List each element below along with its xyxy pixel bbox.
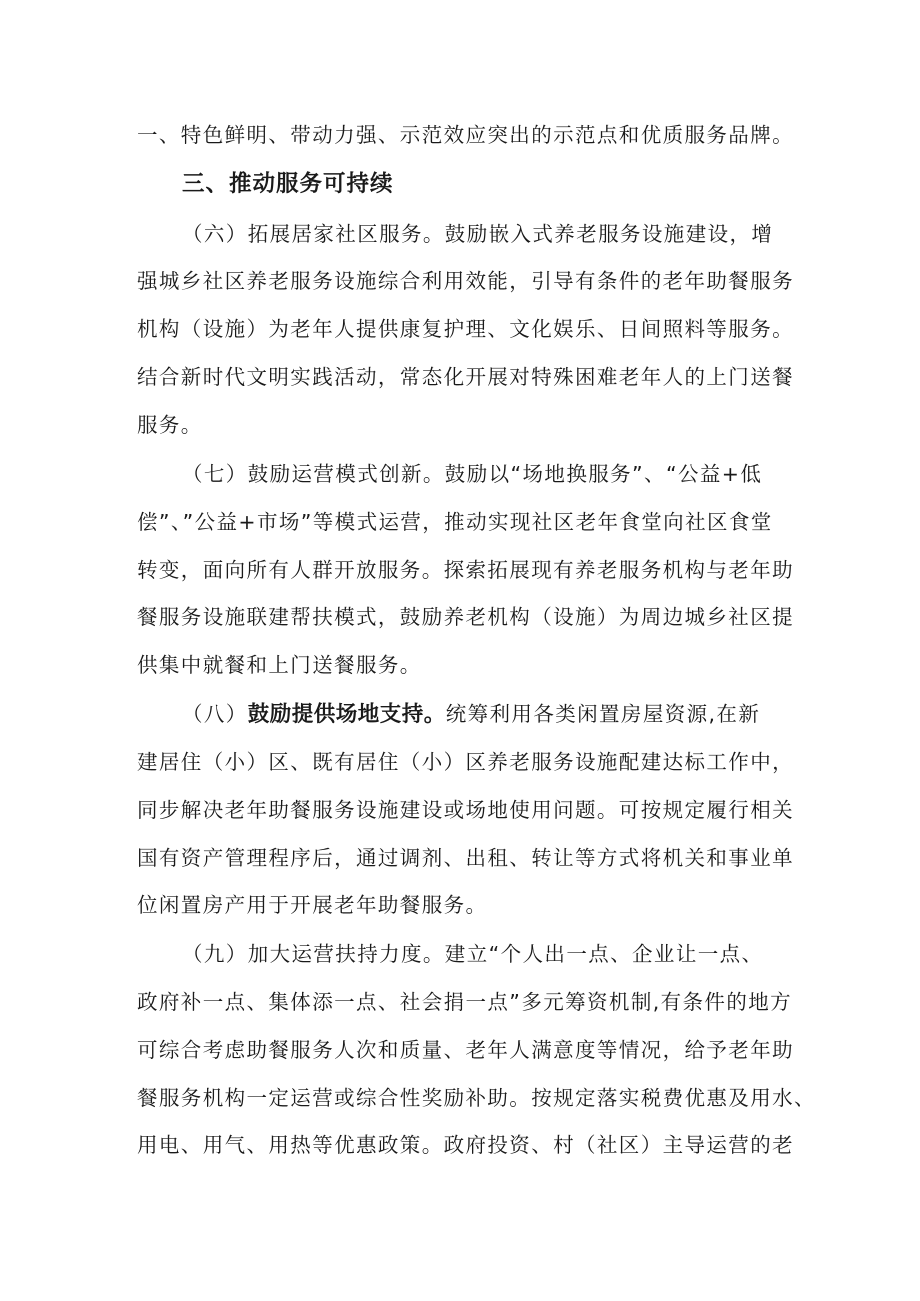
para9-line1: （九）加大运营扶持力度。建立“个人出一点、企业让一点、 bbox=[182, 942, 764, 966]
para9-line2: 政府补一点、集体添一点、社会捐一点”多元筹资机制,有条件的地方 bbox=[137, 990, 793, 1014]
para6-line5: 服务。 bbox=[137, 413, 203, 437]
para7-line3: 转变，面向所有人群开放服务。探索拓展现有养老服务机构与老年助 bbox=[137, 558, 794, 582]
para6-line4: 结合新时代文明实践活动，常态化开展对特殊困难老年人的上门送餐 bbox=[137, 365, 794, 389]
para8-line5: 位闲置房产用于开展老年助餐服务。 bbox=[137, 893, 488, 917]
para8-line1-rest: 统筹利用各类闲置房屋资源,在新 bbox=[445, 702, 761, 726]
para9-line5: 用电、用气、用热等优惠政策。政府投资、村（社区）主导运营的老 bbox=[137, 1133, 794, 1157]
para7-line2: 偿”、”公益+市场”等模式运营，推动实现社区老年食堂向社区食堂 bbox=[137, 510, 773, 534]
para9-line3: 可综合考虑助餐服务人次和质量、老年人满意度等情况，给予老年助 bbox=[137, 1038, 794, 1062]
intro-line: 一、特色鲜明、带动力强、示范效应突出的示范点和优质服务品牌。 bbox=[137, 123, 794, 147]
para8-line1 bbox=[182, 700, 760, 729]
para9-line4: 餐服务机构一定运营或综合性奖励补助。按规定落实税费优惠及用水、 bbox=[137, 1086, 816, 1110]
para8-line3: 同步解决老年助餐服务设施建设或场地使用问题。可按规定履行相关 bbox=[137, 798, 794, 822]
para6-line1: （六）拓展居家社区服务。鼓励嵌入式养老服务设施建设，增 bbox=[182, 222, 774, 246]
para7-line5: 供集中就餐和上门送餐服务。 bbox=[137, 653, 422, 677]
para8-line4: 国有资产管理程序后，通过调剂、出租、转让等方式将机关和事业单 bbox=[137, 846, 794, 870]
para8-number: （八） bbox=[182, 702, 248, 726]
para6-line2: 强城乡社区养老服务设施综合利用效能，引导有条件的老年助餐服务 bbox=[137, 269, 794, 293]
para8-line2: 建居住（小）区、既有居住（小）区养老服务设施配建达标工作中， bbox=[137, 750, 794, 774]
para7-line1: （七）鼓励运营模式创新。鼓励以“场地换服务”、“公益+低 bbox=[182, 462, 763, 486]
para7-line4: 餐服务设施联建帮扶模式，鼓励养老机构（设施）为周边城乡社区提 bbox=[137, 605, 794, 629]
section-heading: 三、推动服务可持续 bbox=[182, 171, 394, 197]
para8-bold-title: 鼓励提供场地支持。 bbox=[247, 702, 446, 727]
para6-line3: 机构（设施）为老年人提供康复护理、文化娱乐、日间照料等服务。 bbox=[137, 317, 794, 341]
